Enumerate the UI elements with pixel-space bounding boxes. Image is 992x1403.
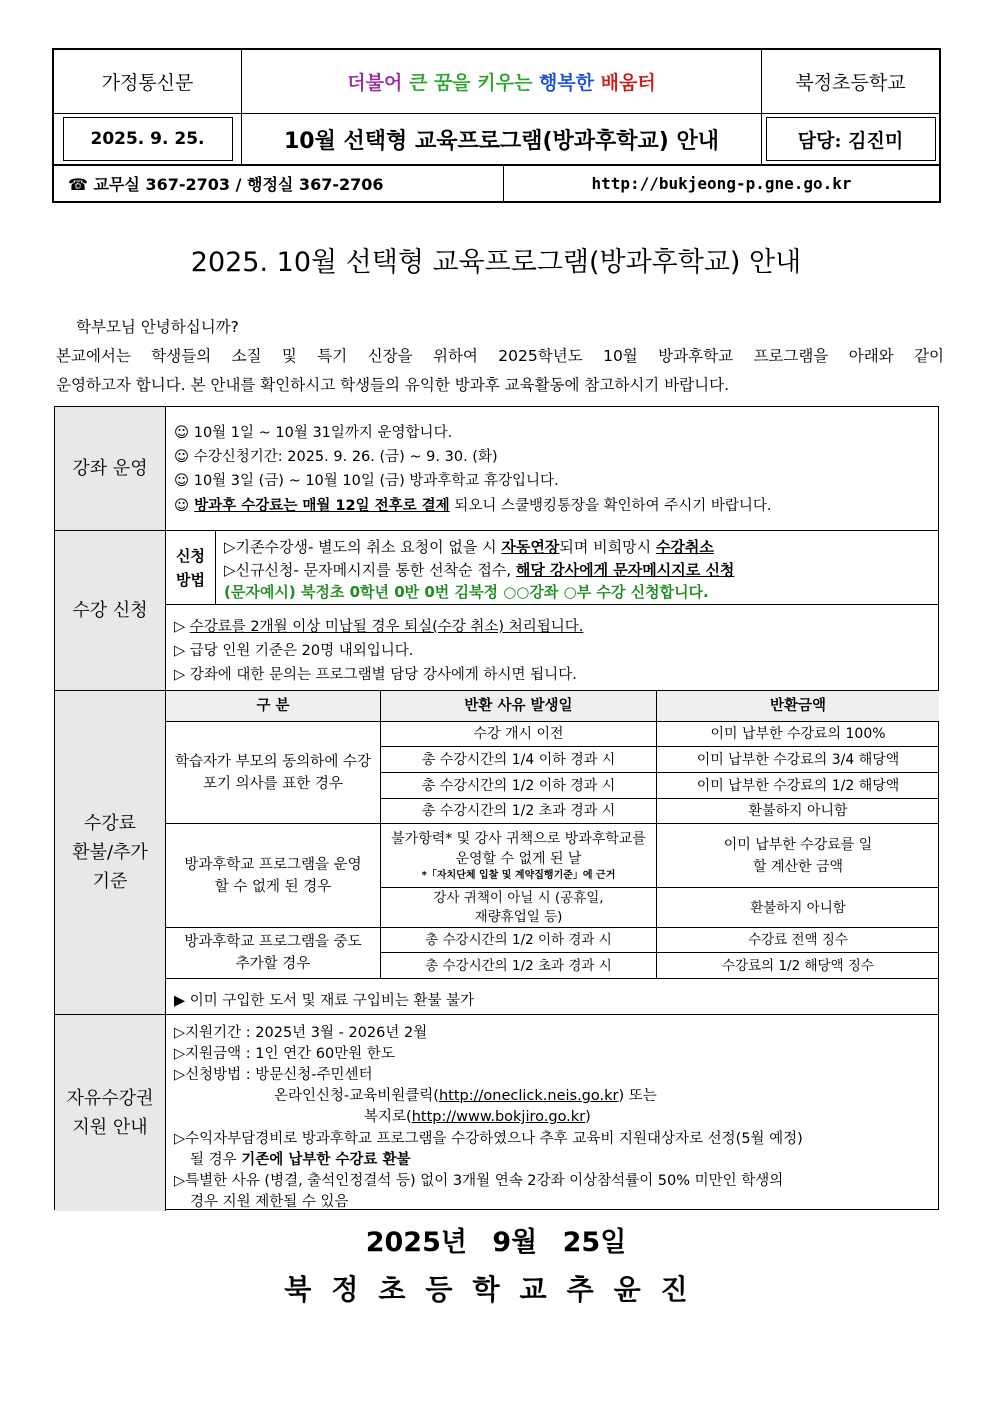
info-table	[54, 406, 939, 1210]
manager-name: 담당: 김진미	[797, 129, 904, 152]
header-title: 10월 선택형 교육프로그램(방과후학교) 안내	[284, 128, 719, 154]
apply-note-3: ▷ 강좌에 대한 문의는 프로그램별 담당 강사에게 하시면 됩니다.	[174, 667, 577, 683]
refund-head-category: 구 분	[166, 691, 381, 722]
course-line-3: ☺ 10월 3일 (금) ~ 10월 10일 (금) 방과후학교 휴강입니다.	[174, 473, 559, 489]
apply-existing-text: ▷기존수강생- 별도의 취소 요청이 없을 시	[224, 538, 502, 556]
header-label-cell	[54, 50, 242, 113]
date-cell	[54, 114, 242, 164]
section-label-voucher	[55, 1015, 166, 1211]
table-cell: 환불하지 아니함	[657, 799, 939, 824]
intro-greeting: 학부모님 안녕하십니까?	[76, 318, 239, 336]
section-label-refund	[55, 691, 166, 1014]
voucher-restriction: ▷특별한 사유 (병결, 출석인정결석 등) 없이 3개월 연속 2강좌 이상참석률이 50% 미만인 학생의	[174, 1173, 784, 1189]
slogan-part-3: 행복한	[538, 72, 595, 94]
apply-method-label-2: 방법	[176, 570, 205, 589]
section-refund	[55, 691, 938, 1015]
table-cell: 수강료의 1/2 해당액 징수	[657, 953, 939, 979]
apply-note-1-prefix: ▷	[174, 619, 190, 635]
course-line-4	[174, 494, 772, 515]
apply-method-label	[166, 531, 216, 605]
table-row: 총 수강시간의 1/2 이하 경과 시	[381, 928, 657, 953]
sms-example: (문자예시) 북정초 0학년 0반 0번 김북정 ○○강좌 ○부 수강 신청합니다.	[224, 583, 709, 601]
table-cell: 이미 납부한 수강료를 일할 계산한 금액	[657, 824, 939, 888]
section-label-course: 강좌 운영	[55, 407, 166, 530]
intro-line-2: 본교에서는 학생들의 소질 및 특기 신장을 위하여 2025학년도 10월 방과후학교 프로그램을 아래와 같이	[56, 347, 944, 365]
school-name-cell	[762, 50, 939, 113]
voucher-label-1: 자유수강권	[66, 1088, 154, 1109]
unpaid-withdrawal-notice: 수강료를 2개월 이상 미납될 경우 퇴실(수강 취소) 처리됩니다.	[189, 619, 584, 635]
oneclick-link[interactable]: http://oneclick.neis.go.kr	[438, 1088, 619, 1104]
voucher-refund-prefix: 될 경우	[190, 1152, 242, 1168]
header-row-3	[54, 166, 939, 201]
section-label-apply: 수강 신청	[55, 531, 166, 690]
apply-method-body	[216, 531, 938, 605]
table-row: 강사 귀책이 아닐 시 (공휴일, 재량휴업일 등)	[381, 888, 657, 928]
apply-note-1	[174, 615, 583, 636]
page-title: 2025. 10월 선택형 교육프로그램(방과후학교) 안내	[190, 247, 802, 278]
refund-group-add-midway: 방과후학교 프로그램을 중도 추가할 경우	[166, 928, 381, 979]
manager-box	[766, 117, 936, 161]
table-row: 수강 개시 이전	[381, 722, 657, 747]
refund-group-cannot-operate: 방과후학교 프로그램을 운영할 수 없게 된 경우	[166, 824, 381, 928]
voucher-amount: ▷지원금액 : 1인 연간 60만원 한도	[174, 1046, 395, 1062]
voucher-restriction-2: 경우 지원 제한될 수 있음	[190, 1194, 349, 1210]
table-cell: 이미 납부한 수강료의 1/2 해당액	[657, 773, 939, 799]
course-line-2: ☺ 수강신청기간: 2025. 9. 26. (금) ~ 9. 30. (화)	[174, 449, 498, 465]
phone-contact: ☎ 교무실 367-2703 / 행정실 367-2706	[54, 166, 504, 201]
force-majeure-note: *「자치단체 입찰 및 계약집행기준」에 근거	[421, 869, 616, 881]
section-apply	[55, 531, 938, 691]
section-body-voucher	[166, 1015, 938, 1211]
manager-cell	[762, 114, 939, 164]
refund-label-2: 환불/추가	[72, 842, 148, 863]
refund-head-when: 반환 사유 발생일	[381, 691, 657, 722]
school-website-link[interactable]: http://bukjeong-p.gne.go.kr	[591, 174, 852, 193]
payment-date-notice: 방과후 수강료는 매월 12일 전후로 결제	[194, 498, 450, 514]
newsletter-label: 가정통신문	[101, 72, 194, 94]
table-cell: 이미 납부한 수강료의 100%	[657, 722, 939, 747]
voucher-refund-cond: ▷수익자부담경비로 방과후학교 프로그램을 수강하였으나 추후 교육비 지원대상자로 선정(5월 예정)	[174, 1131, 803, 1147]
footer-signature: 북정초등학교추윤진	[284, 1273, 708, 1306]
voucher-online-suffix: ) 또는	[618, 1088, 657, 1104]
newsletter-header	[52, 48, 941, 203]
apply-new	[224, 559, 734, 580]
intro-line-3: 운영하고자 합니다. 본 안내를 확인하시고 학생들의 유익한 방과후 교육활동에 참고하시기 바랍니다.	[56, 376, 730, 394]
header-row-2	[54, 114, 939, 166]
refund-group-student-withdraw: 학습자가 부모의 동의하에 수강 포기 의사를 표한 경우	[166, 722, 381, 824]
header-row-1	[54, 50, 939, 114]
table-cell: 수강료 전액 징수	[657, 928, 939, 953]
course-line-4-suffix: 되오니 스쿨뱅킹통장을 확인하여 주시기 바랍니다.	[449, 498, 772, 514]
table-row: 총 수강시간의 1/4 이하 경과 시	[381, 747, 657, 773]
auto-extend: 자동연장	[501, 538, 560, 556]
title-cell	[242, 114, 762, 164]
date-box	[63, 117, 233, 161]
apply-by-sms: 해당 강사에게 문자메시지로 신청	[515, 561, 735, 579]
voucher-online-text: 온라인신청-교육비원클릭(	[274, 1088, 439, 1104]
voucher-refund-result	[190, 1148, 410, 1169]
refund-note: ▶ 이미 구입한 도서 및 재료 구입비는 환불 불가	[174, 993, 475, 1009]
apply-new-text: ▷신규신청- 문자메시지를 통한 선착순 접수,	[224, 561, 516, 579]
school-name: 북정초등학교	[795, 72, 906, 94]
course-line-4-prefix: ☺	[174, 498, 195, 514]
issue-date: 2025. 9. 25.	[90, 129, 205, 149]
apply-note-2: ▷ 급당 인원 기준은 20명 내외입니다.	[174, 643, 414, 659]
bokjiro-suffix: )	[585, 1109, 591, 1125]
table-row	[381, 824, 657, 888]
school-slogan	[347, 68, 655, 95]
voucher-online	[274, 1084, 657, 1105]
footer-date: 2025년 9월 25일	[365, 1227, 627, 1258]
voucher-period: ▷지원기간 : 2025년 3월 - 2026년 2월	[174, 1025, 428, 1041]
section-body-course	[166, 407, 938, 530]
table-cell: 환불하지 아니함	[657, 888, 939, 928]
refund-label-3: 기준	[92, 871, 128, 892]
course-line-1: ☺ 10월 1일 ~ 10월 31일까지 운영합니다.	[174, 425, 453, 441]
section-course	[55, 407, 938, 531]
voucher-method: ▷신청방법 : 방문신청-주민센터	[174, 1067, 373, 1083]
slogan-cell	[242, 50, 762, 113]
section-body-apply	[166, 531, 938, 690]
table-row: 총 수강시간의 1/2 초과 경과 시	[381, 799, 657, 824]
section-voucher	[55, 1015, 938, 1211]
refund-head-amount: 반환금액	[657, 691, 939, 722]
bokjiro-text: 복지로(	[364, 1109, 412, 1125]
voucher-label-2: 지원 안내	[72, 1117, 148, 1138]
slogan-part-2: 큰 꿈을 키우는	[408, 72, 533, 94]
apply-existing-text-2: 되며 비희망시	[559, 538, 656, 556]
refund-label-1: 수강료	[83, 813, 137, 834]
cancel-course: 수강취소	[655, 538, 714, 556]
refund-table	[166, 691, 938, 1014]
apply-method-label-1: 신청	[176, 546, 205, 565]
voucher-bokjiro	[364, 1105, 591, 1126]
table-cell: 이미 납부한 수강료의 3/4 해당액	[657, 747, 939, 773]
bokjiro-link[interactable]: http://www.bokjiro.go.kr	[411, 1109, 586, 1125]
table-row: 총 수강시간의 1/2 이하 경과 시	[381, 773, 657, 799]
force-majeure-reason: 불가항력* 및 강사 귀책으로 방과후학교를 운영할 수 없게 된 날	[391, 830, 646, 867]
intro-paragraph	[56, 313, 944, 400]
table-row: 총 수강시간의 1/2 초과 경과 시	[381, 953, 657, 979]
slogan-part-1: 더불어	[347, 72, 403, 94]
apply-existing	[224, 536, 714, 557]
voucher-refund-highlight: 기존에 납부한 수강료 환불	[241, 1152, 411, 1168]
slogan-part-4: 배움터	[600, 72, 656, 94]
